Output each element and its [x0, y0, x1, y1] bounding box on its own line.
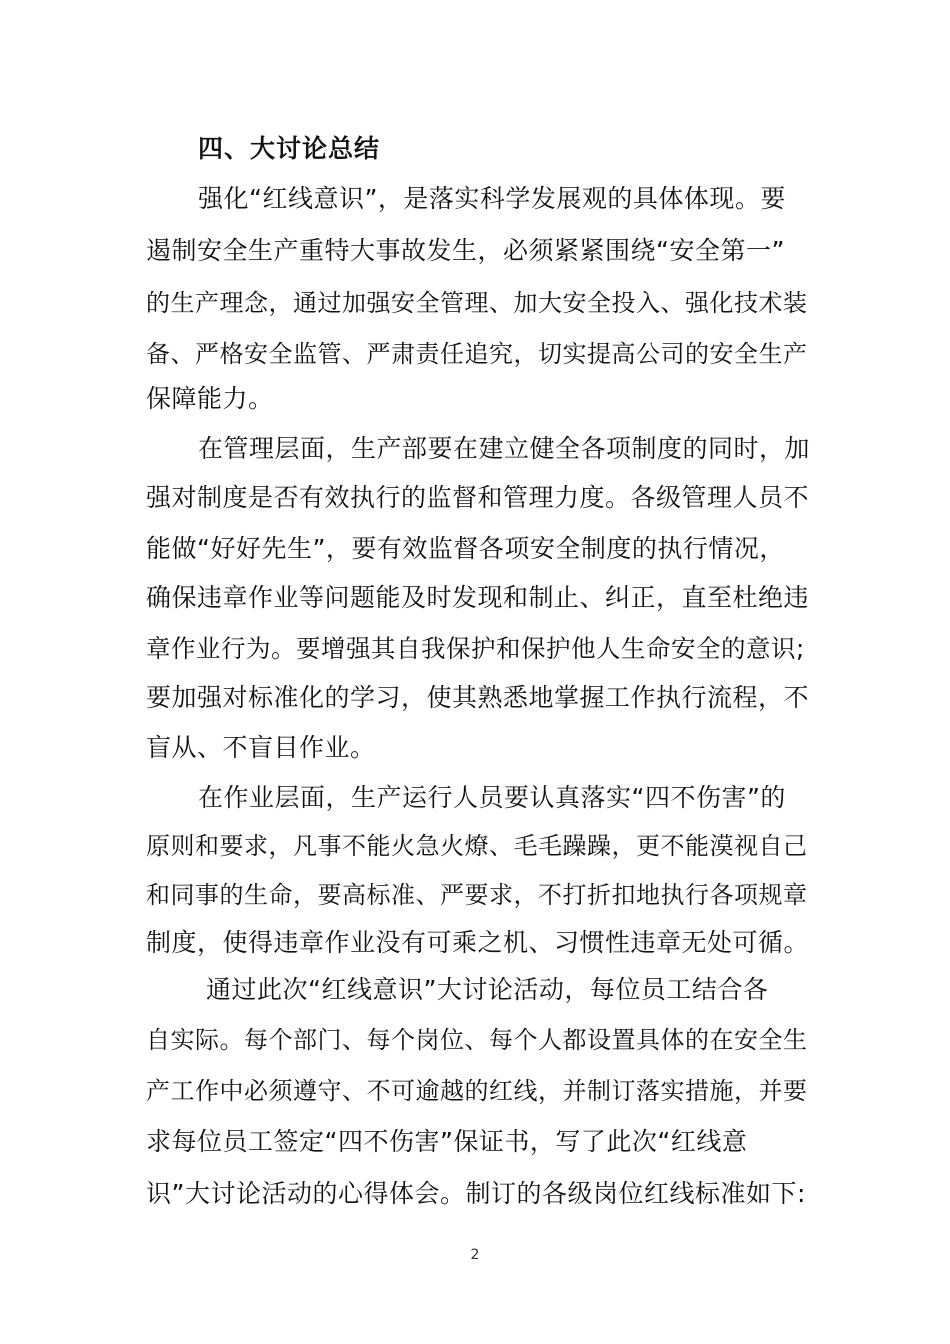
text-line: 原则和要求，凡事不能火急火燎、毛毛躁躁，更不能漠视自己 [146, 832, 808, 860]
section-heading: 四、大讨论总结 [198, 134, 381, 163]
text-line: 能做“好好先生”，要有效监督各项安全制度的执行情况， [146, 534, 785, 563]
text-line: 制度，使得违章作业没有可乘之机、习惯性违章无处可循。 [146, 928, 810, 957]
text-line: 自实际。每个部门、每个岗位、每个人都设置具体的在安全生 [146, 1026, 808, 1054]
text-line: 在作业层面，生产运行人员要认真落实“四不伤害”的 [198, 783, 786, 812]
text-line: 要加强对标准化的学习，使其熟悉地掌握工作执行流程，不 [146, 683, 810, 712]
text-line: 识”大讨论活动的心得体会。制订的各级岗位红线标准如下: [146, 1179, 806, 1208]
text-line: 强对制度是否有效执行的监督和管理力度。各级管理人员不 [146, 483, 810, 512]
text-line: 的生产理念，通过加强安全管理、加大安全投入、强化技术装 [146, 289, 808, 317]
text-line: 确保违章作业等问题能及时发现和制止、纠正，直至杜绝违 [146, 583, 810, 612]
text-line: 盲从、不盲目作业。 [146, 733, 376, 762]
page-number: 2 [470, 1247, 480, 1263]
text-line: 章作业行为。要增强其自我保护和保护他人生命安全的意识; [146, 634, 805, 663]
text-line: 保障能力。 [146, 384, 274, 413]
text-line: 产工作中必须遵守、不可逾越的红线，并制订落实措施，并要 [146, 1077, 808, 1105]
text-line: 强化“红线意识”，是落实科学发展观的具体体现。要 [198, 184, 786, 213]
text-line: 通过此次“红线意识”大讨论活动，每位员工结合各 [206, 975, 769, 1004]
text-line: 备、严格安全监管、严肃责任追究，切实提高公司的安全生产 [146, 340, 808, 368]
text-line: 求每位员工签定“四不伤害”保证书，写了此次“红线意 [146, 1127, 748, 1156]
text-line: 和同事的生命，要高标准、严要求，不打折扣地执行各项规章 [146, 881, 808, 909]
text-line: 在管理层面，生产部要在建立健全各项制度的同时，加 [198, 434, 811, 463]
text-line: 遏制安全生产重特大事故发生，必须紧紧围绕“安全第一” [146, 236, 785, 265]
